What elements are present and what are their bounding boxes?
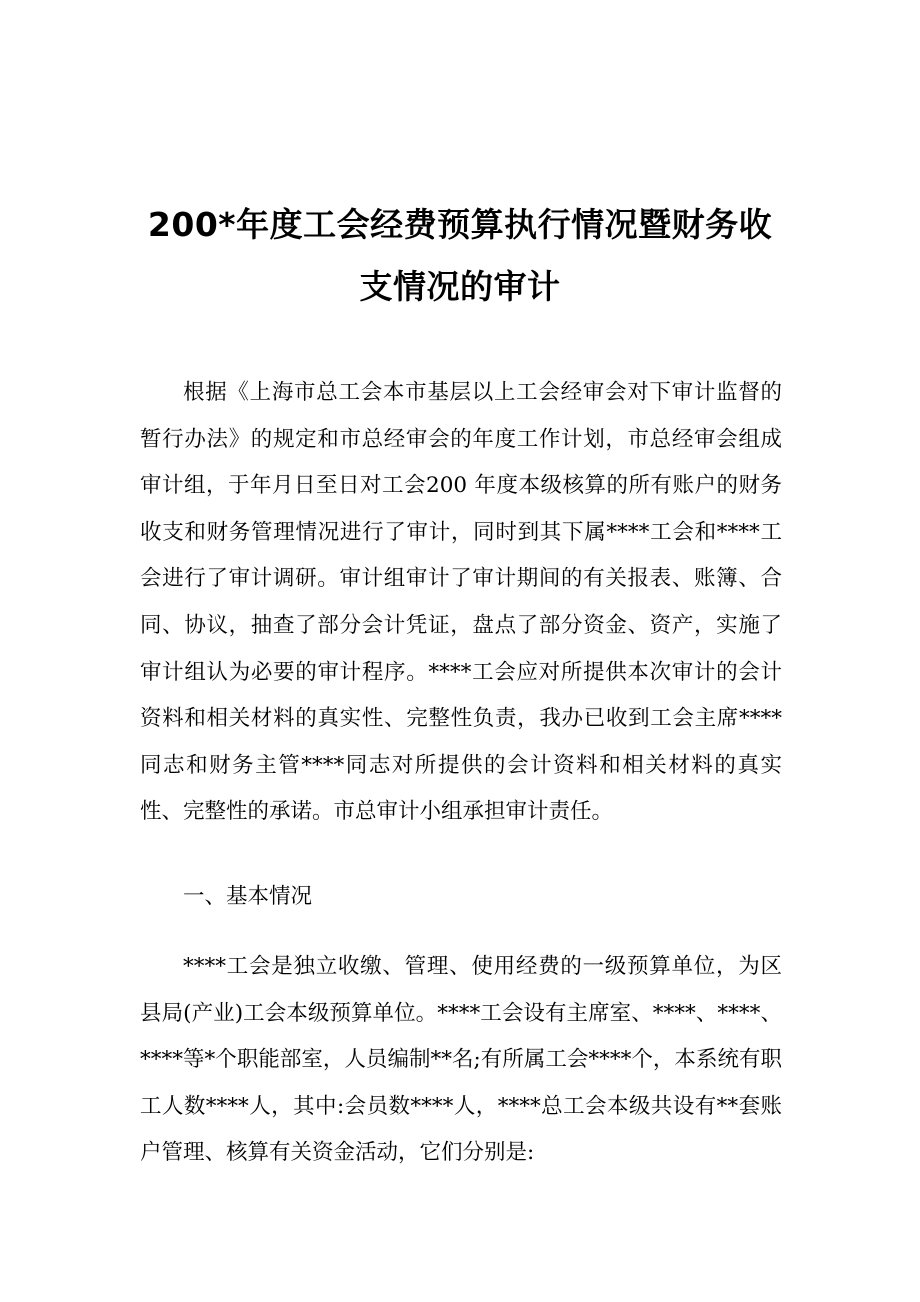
document-title-line-1: 200*年度工会经费预算执行情况暨财务收	[147, 205, 773, 245]
basic-situation-paragraph: ****工会是独立收缴、管理、使用经费的一级预算单位，为区县局(产业)工会本级预算单位。****工会设有主席室、****、****、****等*个职能部室，人员编制**名;有所属工会****个，本系统有职工人数****人，其中:会员数****人，****总工会本级共设有**套账户管理、核算有关资金活动，它们分别是:	[140, 954, 782, 1166]
document-title	[120, 194, 800, 318]
section-heading-basic-situation: 一、基本情况	[183, 884, 313, 909]
audit-intro-paragraph: 根据《上海市总工会本市基层以上工会经审会对下审计监督的暂行办法》的规定和市总经审会的年度工作计划，市总经审会组成审计组，于年月日至日对工会200 年度本级核算的所有账户的财务收支和财务管理情况进行了审计，同时到其下属****工会和****工会进行了审计调研。审计组审计了审计期间的有关报表、账簿、合同、协议，抽查了部分会计凭证，盘点了部分资金、资产，实施了审计组认为必要的审计程序。****工会应对所提供本次审计的会计资料和相关材料的真实性、完整性负责，我办已收到工会主席****同志和财务主管****同志对所提供的会计资料和相关材料的真实性、完整性的承诺。市总审计小组承担审计责任。	[140, 380, 782, 825]
document-title-line-2: 支情况的审计	[359, 267, 561, 307]
